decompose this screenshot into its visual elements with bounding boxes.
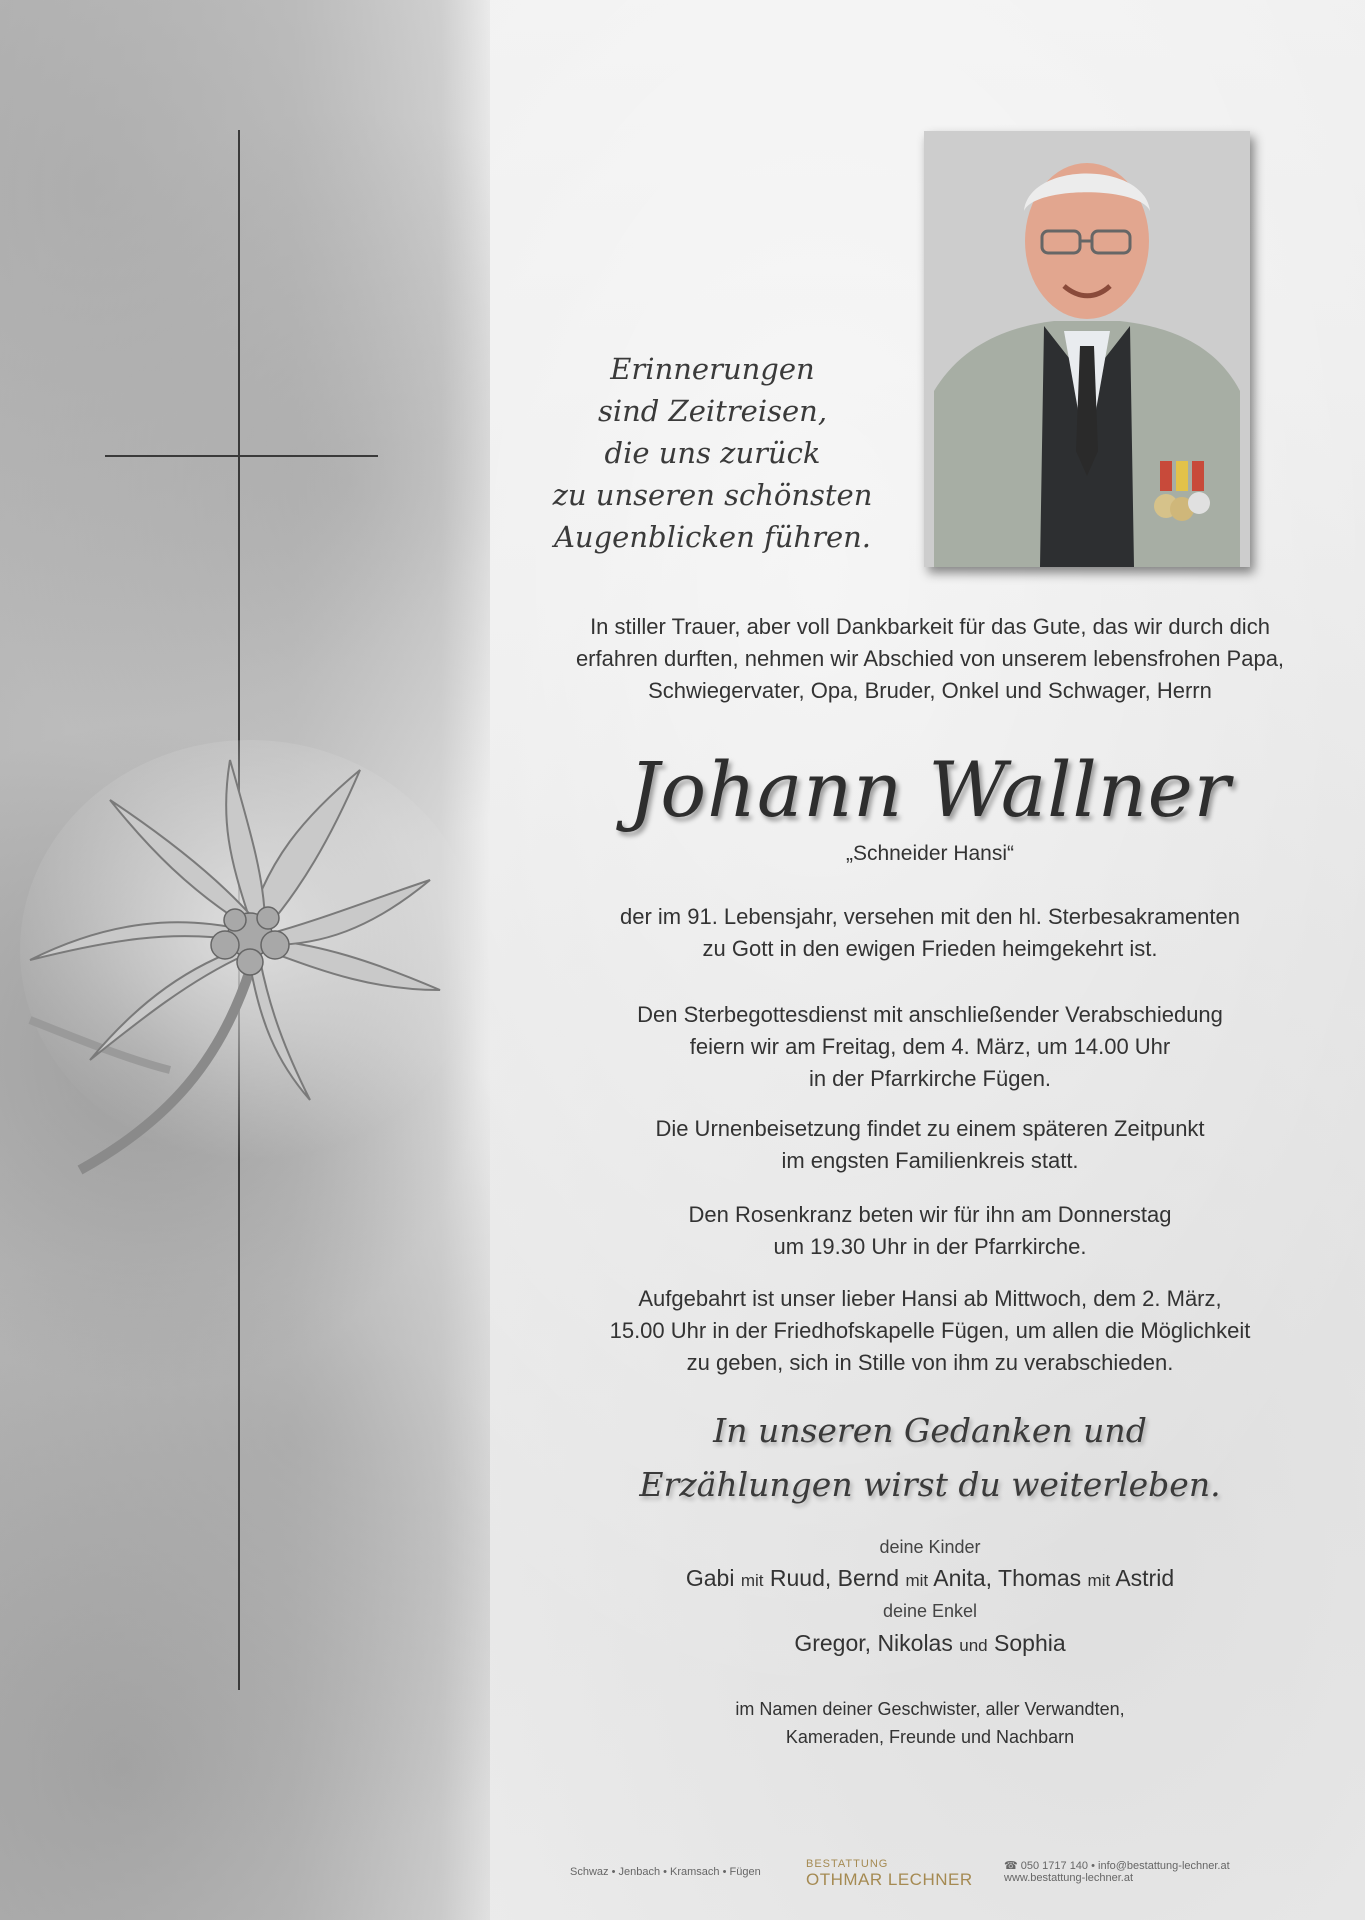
footer-towns: Schwaz • Jenbach • Kramsach • Fügen (570, 1866, 761, 1878)
partner-name: Astrid (1115, 1565, 1175, 1591)
child-name: Thomas (998, 1565, 1082, 1591)
partner-name: Anita (933, 1565, 986, 1591)
children-label: deine Kinder (879, 1537, 981, 1557)
intro-line: In stiller Trauer, aber voll Dankbarkeit für das Gute, das wir durch dich (590, 614, 1270, 639)
text-line: der im 91. Lebensjahr, versehen mit den hl. Sterbesakramenten (619, 904, 1241, 929)
deceased-nickname: „Schneider Hansi“ (845, 842, 1015, 865)
grandchild-names: Gregor, Nikolas (794, 1630, 953, 1656)
text-line: in der Pfarrkirche Fügen. (808, 1066, 1052, 1091)
portrait-photo (924, 131, 1250, 567)
text-line: Den Sterbegottesdienst mit anschließender Verabschiedung (637, 1002, 1223, 1027)
footer-brand-label: BESTATTUNG (806, 1858, 889, 1870)
other-mourners (510, 1695, 1350, 1751)
grandchildren-label: deine Enkel (882, 1601, 978, 1621)
text-line: zu geben, sich in Stille von ihm zu verabschieden. (686, 1350, 1174, 1375)
rosary-paragraph (510, 1199, 1350, 1263)
joiner-word: und (959, 1636, 988, 1655)
deceased-name: Johann Wallner (628, 745, 1232, 834)
footer-contact-phone-email: ☎ 050 1717 140 • info@bestattung-lechner.at (1004, 1860, 1230, 1872)
footer-brand-name: OTHMAR LECHNER (806, 1870, 973, 1889)
separator: , (824, 1565, 838, 1591)
quote-line: zu unseren schönsten (552, 478, 873, 512)
joiner-word: mit (1087, 1571, 1111, 1590)
quote-line: Augenblicken führen. (553, 520, 872, 554)
death-notice-paragraph (510, 901, 1350, 965)
joiner-word: mit (905, 1571, 929, 1590)
children-names (510, 1561, 1350, 1598)
child-name: Gabi (685, 1565, 735, 1591)
separator: , (985, 1565, 999, 1591)
memorial-quote (520, 348, 905, 558)
text-line: feiern wir am Freitag, dem 4. März, um 14.00 Uhr (689, 1034, 1171, 1059)
closing-line: Erzählungen wirst du weiterleben. (639, 1465, 1221, 1504)
cross-horizontal-bar (105, 455, 378, 457)
quote-line: sind Zeitreisen, (597, 394, 828, 428)
closing-quote (510, 1404, 1350, 1512)
quote-line: die uns zurück (604, 436, 821, 470)
joiner-word: mit (740, 1571, 764, 1590)
footer-contact-website: www.bestattung-lechner.at (1004, 1872, 1134, 1884)
funeral-home-footer (560, 1855, 1260, 1891)
text-line: um 19.30 Uhr in der Pfarrkirche. (773, 1234, 1087, 1259)
viewing-paragraph (510, 1283, 1350, 1379)
intro-line: erfahren durften, nehmen wir Abschied von unserem lebensfrohen Papa, (575, 646, 1285, 671)
text-line: Aufgebahrt ist unser lieber Hansi ab Mittwoch, dem 2. März, (638, 1286, 1222, 1311)
urn-burial-paragraph (510, 1113, 1350, 1177)
intro-line: Schwiegervater, Opa, Bruder, Onkel und Schwager, Herrn (648, 678, 1212, 703)
partner-name: Ruud (769, 1565, 825, 1591)
text-line: zu Gott in den ewigen Frieden heimgekehrt ist. (702, 936, 1158, 961)
closing-line: In unseren Gedanken und (713, 1411, 1147, 1450)
text-line: Den Rosenkranz beten wir für ihn am Donnerstag (688, 1202, 1172, 1227)
text-line: im engsten Familienkreis statt. (781, 1148, 1079, 1173)
text-line: 15.00 Uhr in der Friedhofskapelle Fügen, um allen die Möglichkeit (609, 1318, 1251, 1343)
text-line: Kameraden, Freunde und Nachbarn (785, 1727, 1075, 1747)
funeral-service-paragraph (510, 999, 1350, 1095)
intro-paragraph (510, 611, 1350, 707)
child-name: Bernd (837, 1565, 900, 1591)
grandchildren-names (510, 1626, 1350, 1663)
text-line: im Namen deiner Geschwister, aller Verwandten, (735, 1699, 1125, 1719)
quote-line: Erinnerungen (610, 352, 815, 386)
edelweiss-flower-image (20, 740, 480, 1180)
grandchild-name: Sophia (994, 1630, 1066, 1656)
text-line: Die Urnenbeisetzung findet zu einem späteren Zeitpunkt (655, 1116, 1205, 1141)
